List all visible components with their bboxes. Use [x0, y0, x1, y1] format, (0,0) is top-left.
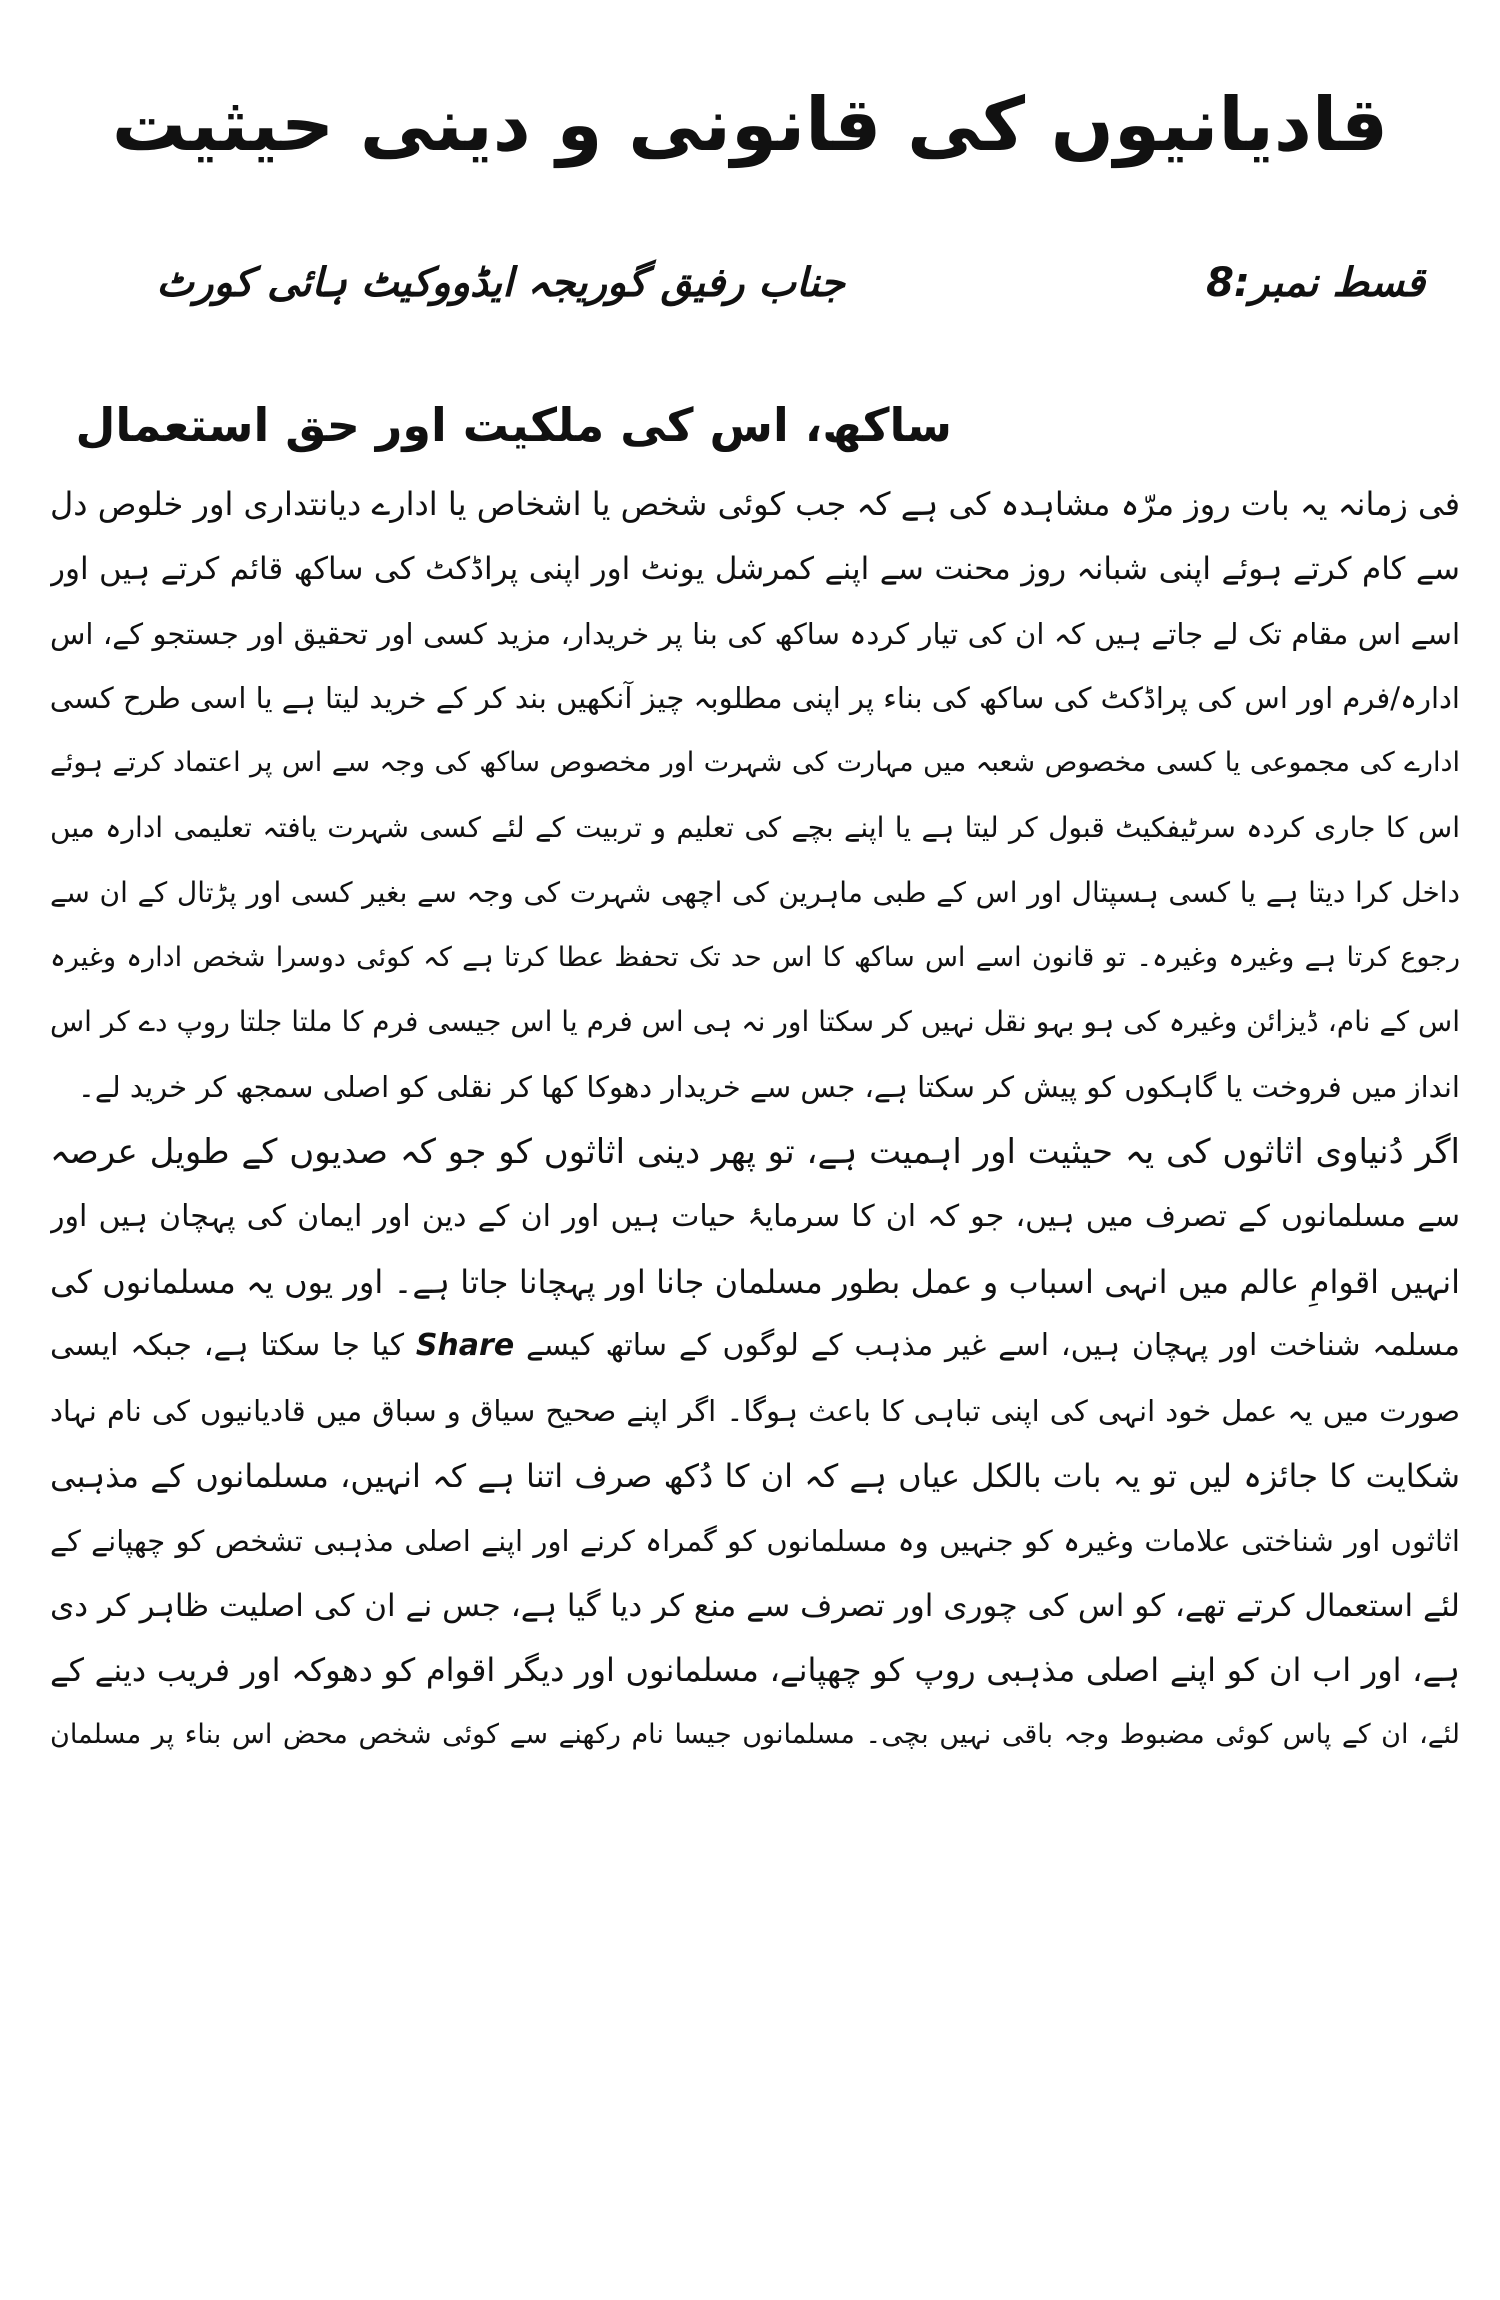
text-line: لئے استعمال کرتے تھے، کو اس کی چوری اور تصرف سے منع کر دیا گیا ہے، جس نے ان کی اصلیت ظاہر کر دی	[50, 1587, 1460, 1624]
section-heading: ساکھ، اس کی ملکیت اور حق استعمال	[75, 398, 952, 452]
text-line: ادارہ/فرم اور اس کی پراڈکٹ کی ساکھ کی بناء پر اپنی مطلوبہ چیز آنکھیں بند کر کے خرید لیتا ہے یا اسی طرح کسی	[50, 681, 1460, 716]
paragraph-2	[50, 1120, 1460, 1768]
text-line: سے کام کرتے ہوئے اپنی شبانہ روز محنت سے اپنے کمرشل یونٹ اور اپنی پراڈکٹ کی ساکھ قائم کرتے ہیں اور	[50, 550, 1460, 587]
text-line: صورت میں یہ عمل خود انہی کی اپنی تباہی کا باعث ہوگا۔ اگر اپنے صحیح سیاق و سباق میں قادیانیوں کی نام نہاد	[50, 1394, 1460, 1429]
text-line-with-share	[50, 1314, 1460, 1379]
text-line: داخل کرا دیتا ہے یا کسی ہسپتال اور اس کے طبی ماہرین کی اچھی شہرت کی وجہ سے بغیر کسی اور پڑتال کے ان سے	[50, 875, 1460, 909]
article-title: قادیانیوں کی قانونی و دینی حیثیت	[111, 82, 1389, 168]
text-line: شکایت کا جائزہ لیں تو یہ بات بالکل عیاں ہے کہ ان کا دُکھ صرف اتنا ہے کہ انہیں، مسلمانوں کے مذہبی	[50, 1456, 1460, 1495]
article-body	[50, 472, 1460, 1768]
article-meta	[60, 248, 1425, 318]
text-line: فی زمانہ یہ بات روز مرّہ مشاہدہ کی ہے کہ جب کوئی شخص یا اشخاص یا ادارے دیانتداری اور خلوص دل	[50, 485, 1460, 523]
text-line: رجوع کرتا ہے وغیرہ وغیرہ۔ تو قانون اسے اس ساکھ کا اس حد تک تحفظ عطا کرتا ہے کہ کوئی دوسرا شخص ادارہ وغیرہ	[50, 941, 1460, 973]
text-line: اس کے نام، ڈیزائن وغیرہ کی ہو بہو نقل نہیں کر سکتا اور نہ ہی اس فرم یا اس جیسی فرم کا ملتا جلتا روپ دے کر اس	[50, 1005, 1460, 1039]
text-line: لئے، ان کے پاس کوئی مضبوط وجہ باقی نہیں بچی۔ مسلمانوں جیسا نام رکھنے سے کوئی شخص محض اس بناء پر مسلمان	[50, 1719, 1460, 1751]
text-fragment: کیا جا سکتا ہے، جبکہ ایسی	[50, 1328, 405, 1364]
text-line: ہے، اور اب ان کو اپنے اصلی مذہبی روپ کو چھپانے، مسلمانوں اور دیگر اقوام کو دھوکہ اور فریب دینے کے	[50, 1651, 1460, 1690]
text-line: اسے اس مقام تک لے جاتے ہیں کہ ان کی تیار کردہ ساکھ کی بنا پر خریدار، مزید کسی اور تحقیق اور جستجو کے، اس	[50, 616, 1460, 651]
text-line: اثاثوں اور شناختی علامات وغیرہ کو جنہیں وہ مسلمانوں کو گمراہ کرنے اور اپنے اصلی مذہبی تشخص کو چھپانے کے	[50, 1523, 1460, 1558]
text-line: اس کا جاری کردہ سرٹیفکیٹ قبول کر لیتا ہے یا اپنے بچے کی تعلیم و تربیت کے لئے کسی شہرت یافتہ تعلیمی ادارہ میں	[50, 810, 1460, 844]
text-line: اگر دُنیاوی اثاثوں کی یہ حیثیت اور اہمیت ہے، تو پھر دینی اثاثوں کو جو کہ صدیوں کے طویل عرصہ	[50, 1131, 1460, 1172]
episode-number: قسط نمبر:8	[1206, 260, 1425, 306]
share-word: Share	[415, 1328, 515, 1364]
text-line: ادارے کی مجموعی یا کسی مخصوص شعبہ میں مہارت کی شہرت اور مخصوص ساکھ کی وجہ سے اس پر اعتماد کرتے ہوئے	[50, 747, 1460, 779]
text-fragment: مسلمہ شناخت اور پہچان ہیں، اسے غیر مذہب کے لوگوں کے ساتھ کیسے	[525, 1328, 1460, 1364]
text-line: انداز میں فروخت یا گاہکوں کو پیش کر سکتا ہے، جس سے خریدار دھوکا کھا کر نقلی کو اصلی سمجھ کر خرید لے۔	[77, 1070, 1460, 1105]
text-line: انہیں اقوامِ عالم میں انہی اسباب و عمل بطور مسلمان جانا اور پہچانا جاتا ہے۔ اور یوں یہ مسلمانوں کی	[50, 1262, 1460, 1301]
text-line: سے مسلمانوں کے تصرف میں ہیں، جو کہ ان کا سرمایۂ حیات ہیں اور ان کے دین اور ایمان کی پہچان ہیں اور	[50, 1198, 1460, 1234]
author-byline: جناب رفیق گوریجہ ایڈووکیٹ ہائی کورٹ	[156, 260, 845, 306]
paragraph-1	[50, 472, 1460, 1120]
